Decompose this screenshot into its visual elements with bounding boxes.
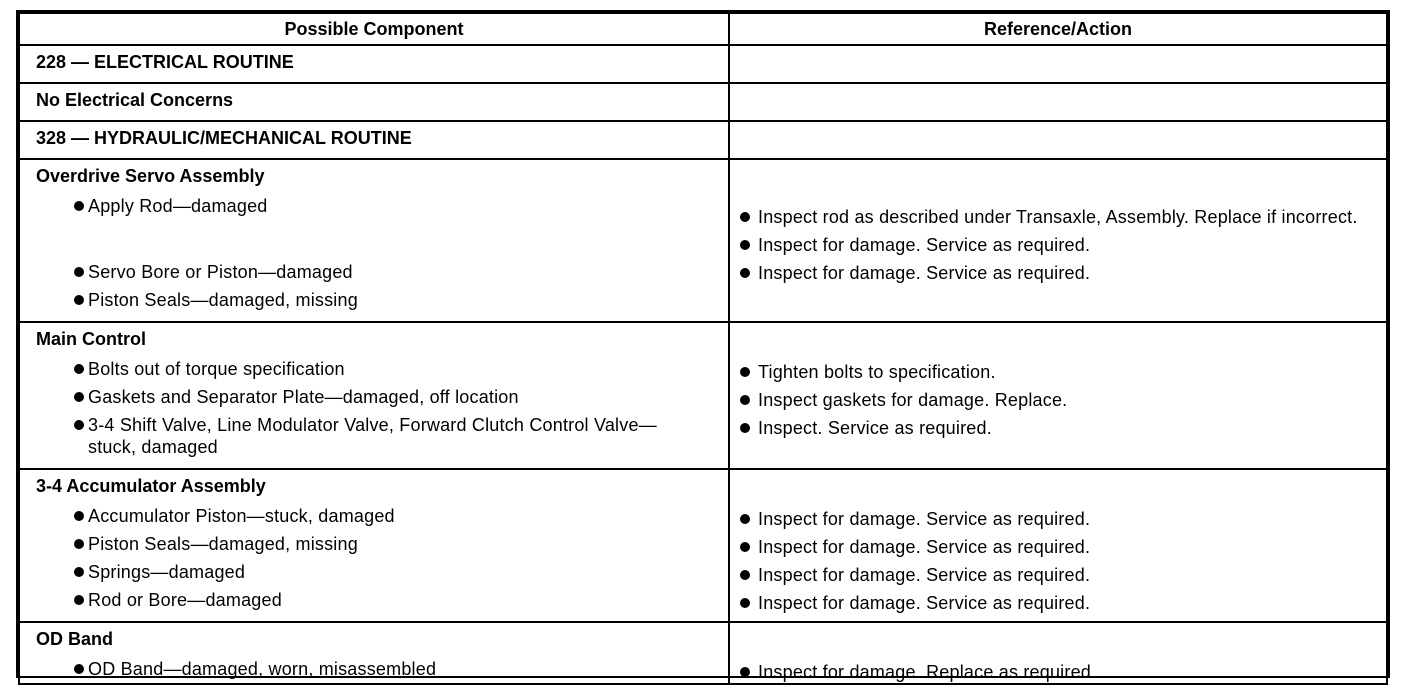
header-row bbox=[19, 13, 1387, 45]
bullet-icon bbox=[740, 598, 750, 608]
action-text: Inspect gaskets for damage. Replace. bbox=[758, 390, 1068, 410]
component-cell bbox=[19, 469, 729, 622]
bullet-icon bbox=[740, 570, 750, 580]
component-cell bbox=[19, 622, 729, 684]
table-row bbox=[19, 121, 1387, 159]
list-item bbox=[20, 289, 728, 311]
table-row bbox=[19, 159, 1387, 322]
spacer bbox=[730, 623, 1386, 655]
action-cell bbox=[729, 622, 1387, 684]
list-item bbox=[730, 508, 1386, 530]
table-row bbox=[19, 83, 1387, 121]
empty-cell bbox=[729, 121, 1387, 159]
item-text: Bolts out of torque specification bbox=[88, 359, 345, 379]
bullet-icon bbox=[740, 212, 750, 222]
bullet-icon bbox=[74, 267, 84, 277]
spacer bbox=[730, 323, 1386, 355]
action-cell bbox=[729, 159, 1387, 322]
spacer bbox=[20, 217, 728, 255]
list-item bbox=[730, 206, 1386, 228]
bullet-icon bbox=[740, 514, 750, 524]
diagnosis-table bbox=[18, 12, 1388, 685]
action-text: Inspect for damage. Service as required. bbox=[758, 593, 1091, 613]
action-text: Inspect for damage. Service as required. bbox=[758, 565, 1091, 585]
routine-hydraulic: 328 — HYDRAULIC/MECHANICAL ROUTINE bbox=[19, 121, 729, 159]
item-text: Piston Seals—damaged, missing bbox=[88, 290, 358, 310]
item-text: Apply Rod—damaged bbox=[88, 196, 268, 216]
bullet-icon bbox=[740, 667, 750, 677]
list-item bbox=[730, 389, 1386, 411]
item-text: 3-4 Shift Valve, Line Modulator Valve, Forward Clutch Control Valve—stuck, damaged bbox=[88, 415, 657, 457]
list-item bbox=[20, 386, 728, 408]
bullet-icon bbox=[740, 240, 750, 250]
spacer bbox=[730, 470, 1386, 502]
diagnosis-table-sheet bbox=[16, 10, 1390, 682]
routine-electrical: 228 — ELECTRICAL ROUTINE bbox=[19, 45, 729, 83]
action-text: Inspect for damage. Service as required. bbox=[758, 263, 1091, 283]
group-title-main-control: Main Control bbox=[36, 329, 146, 349]
item-text: Accumulator Piston—stuck, damaged bbox=[88, 506, 395, 526]
bullet-icon bbox=[74, 511, 84, 521]
action-text: Inspect. Service as required. bbox=[758, 418, 992, 438]
bullet-icon bbox=[74, 392, 84, 402]
list-item bbox=[730, 361, 1386, 383]
action-text: Inspect for damage. Service as required. bbox=[758, 235, 1091, 255]
list-item bbox=[20, 589, 728, 611]
list-item bbox=[730, 661, 1386, 683]
table-row bbox=[19, 45, 1387, 83]
component-cell bbox=[19, 322, 729, 469]
list-item bbox=[730, 564, 1386, 586]
list-item bbox=[730, 536, 1386, 558]
bullet-icon bbox=[74, 567, 84, 577]
item-text: OD Band—damaged, worn, misassembled bbox=[88, 659, 437, 679]
list-item bbox=[20, 561, 728, 583]
component-cell bbox=[19, 159, 729, 322]
bullet-icon bbox=[74, 364, 84, 374]
action-text: Inspect rod as described under Transaxle, Assembly. Replace if incorrect. bbox=[758, 207, 1358, 227]
list-item bbox=[730, 234, 1386, 256]
table-row bbox=[19, 469, 1387, 622]
header-reference-action: Reference/Action bbox=[729, 13, 1387, 45]
list-item bbox=[20, 505, 728, 527]
list-item bbox=[730, 417, 1386, 439]
header-possible-component: Possible Component bbox=[19, 13, 729, 45]
list-item bbox=[20, 195, 728, 217]
item-text: Servo Bore or Piston—damaged bbox=[88, 262, 353, 282]
bullet-icon bbox=[74, 664, 84, 674]
item-text: Piston Seals—damaged, missing bbox=[88, 534, 358, 554]
bullet-icon bbox=[74, 595, 84, 605]
list-item bbox=[730, 592, 1386, 614]
group-title-overdrive: Overdrive Servo Assembly bbox=[36, 166, 265, 186]
item-text: Springs—damaged bbox=[88, 562, 246, 582]
item-text: Gaskets and Separator Plate—damaged, off location bbox=[88, 387, 519, 407]
action-cell bbox=[729, 469, 1387, 622]
table-row bbox=[19, 622, 1387, 684]
list-item bbox=[20, 261, 728, 283]
bullet-icon bbox=[740, 395, 750, 405]
action-text: Inspect for damage. Service as required. bbox=[758, 509, 1091, 529]
spacer bbox=[730, 160, 1386, 200]
bullet-icon bbox=[74, 539, 84, 549]
list-item bbox=[730, 262, 1386, 284]
empty-cell bbox=[729, 45, 1387, 83]
group-title-od-band: OD Band bbox=[36, 629, 114, 649]
item-text: Rod or Bore—damaged bbox=[88, 590, 282, 610]
action-text: Inspect for damage. Replace as required. bbox=[758, 662, 1097, 682]
empty-cell bbox=[729, 83, 1387, 121]
list-item bbox=[20, 414, 728, 458]
routine-no-concerns: No Electrical Concerns bbox=[19, 83, 729, 121]
list-item bbox=[20, 358, 728, 380]
list-item bbox=[20, 533, 728, 555]
group-title-accumulator: 3-4 Accumulator Assembly bbox=[36, 476, 266, 496]
bullet-icon bbox=[74, 420, 84, 430]
bullet-icon bbox=[740, 268, 750, 278]
action-text: Tighten bolts to specification. bbox=[758, 362, 996, 382]
action-text: Inspect for damage. Service as required. bbox=[758, 537, 1091, 557]
list-item bbox=[20, 658, 728, 680]
bullet-icon bbox=[740, 542, 750, 552]
bullet-icon bbox=[740, 367, 750, 377]
bullet-icon bbox=[74, 295, 84, 305]
table-row bbox=[19, 322, 1387, 469]
bullet-icon bbox=[740, 423, 750, 433]
action-cell bbox=[729, 322, 1387, 469]
bullet-icon bbox=[74, 201, 84, 211]
